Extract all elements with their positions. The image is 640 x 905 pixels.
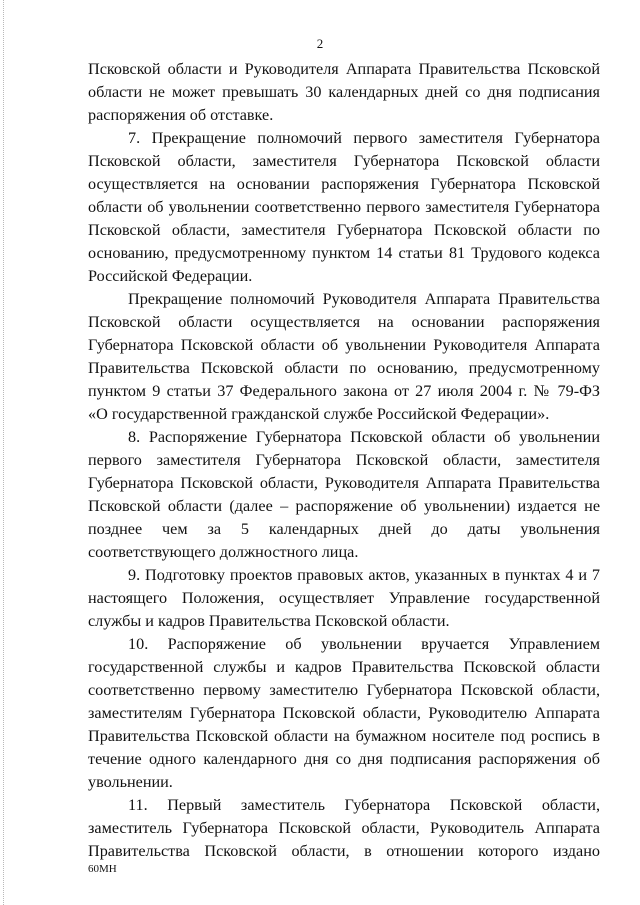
paragraph	[88, 426, 600, 564]
text-line: Прекращение полномочий Руководителя Аппарата Правительства	[128, 290, 600, 308]
text-line: Правительства Псковской области, в отношении которого издано	[88, 842, 600, 860]
text-line: Российской Федерации.	[88, 267, 253, 285]
paragraph	[88, 127, 600, 288]
text-line: 8. Распоряжение Губернатора Псковской области об увольнении	[128, 428, 600, 446]
text-line: Псковской области осуществляется на основании распоряжения	[88, 313, 600, 331]
text-line: области не может превышать 30 календарных дней со дня подписания	[88, 83, 600, 101]
text-line: Псковской области и Руководителя Аппарата Правительства Псковской	[88, 60, 600, 78]
text-line: Правительства Псковской области по основанию, предусмотренному	[88, 359, 600, 377]
text-line: распоряжения об отставке.	[88, 106, 274, 124]
text-line: осуществляется на основании распоряжения Губернатора Псковской	[88, 175, 600, 193]
scan-edge-border	[3, 0, 4, 905]
page-number: 2	[316, 36, 324, 51]
paragraph	[88, 288, 600, 426]
text-line: Правительства Псковской области на бумажном носителе под роспись в	[88, 727, 600, 745]
paragraph	[88, 633, 600, 794]
paragraph	[88, 794, 600, 863]
text-line: службы и кадров Правительства Псковской области.	[88, 612, 450, 630]
footer-code: 60МН	[88, 863, 117, 875]
text-line: настоящего Положения, осуществляет Управление государственной	[88, 589, 600, 607]
text-line: 10. Распоряжение об увольнении вручается Управлением	[128, 635, 600, 653]
text-line: соответственно первому заместителю Губернатора Псковской области,	[88, 681, 600, 699]
text-line: 7. Прекращение полномочий первого заместителя Губернатора	[128, 129, 600, 147]
text-line: заместитель Губернатора Псковской области, Руководитель Аппарата	[88, 819, 600, 837]
text-line: увольнении.	[88, 773, 173, 791]
text-line: заместителям Губернатора Псковской области, Руководителю Аппарата	[88, 704, 600, 722]
paragraph	[88, 58, 600, 127]
text-line: 9. Подготовку проектов правовых актов, указанных в пунктах 4 и 7	[128, 566, 600, 584]
text-line: Псковской области (далее – распоряжение об увольнении) издается не	[88, 497, 600, 515]
text-line: течение одного календарного дня со дня подписания распоряжения об	[88, 750, 600, 768]
text-line: Псковской области, заместителя Губернатора Псковской области	[88, 152, 600, 170]
text-line: позднее чем за 5 календарных дней до даты увольнения	[88, 520, 600, 538]
text-line: 11. Первый заместитель Губернатора Псковской области,	[128, 796, 600, 814]
text-line: государственной службы и кадров Правительства Псковской области	[88, 658, 600, 676]
document-body	[88, 58, 600, 863]
text-line: пунктом 9 статьи 37 Федерального закона от 27 июля 2004 г. № 79-ФЗ	[88, 382, 600, 400]
text-line: соответствующего должностного лица.	[88, 543, 359, 561]
paragraph	[88, 564, 600, 633]
text-line: «О государственной гражданской службе Российской Федерации».	[88, 405, 550, 423]
text-line: первого заместителя Губернатора Псковской области, заместителя	[88, 451, 600, 469]
text-line: области об увольнении соответственно первого заместителя Губернатора	[88, 198, 600, 216]
text-line: основанию, предусмотренному пунктом 14 статьи 81 Трудового кодекса	[88, 244, 600, 262]
text-line: Губернатора Псковской области об увольнении Руководителя Аппарата	[88, 336, 600, 354]
text-line: Псковской области, заместителя Губернатора Псковской области по	[88, 221, 600, 239]
text-line: Губернатора Псковской области, Руководителя Аппарата Правительства	[88, 474, 600, 492]
